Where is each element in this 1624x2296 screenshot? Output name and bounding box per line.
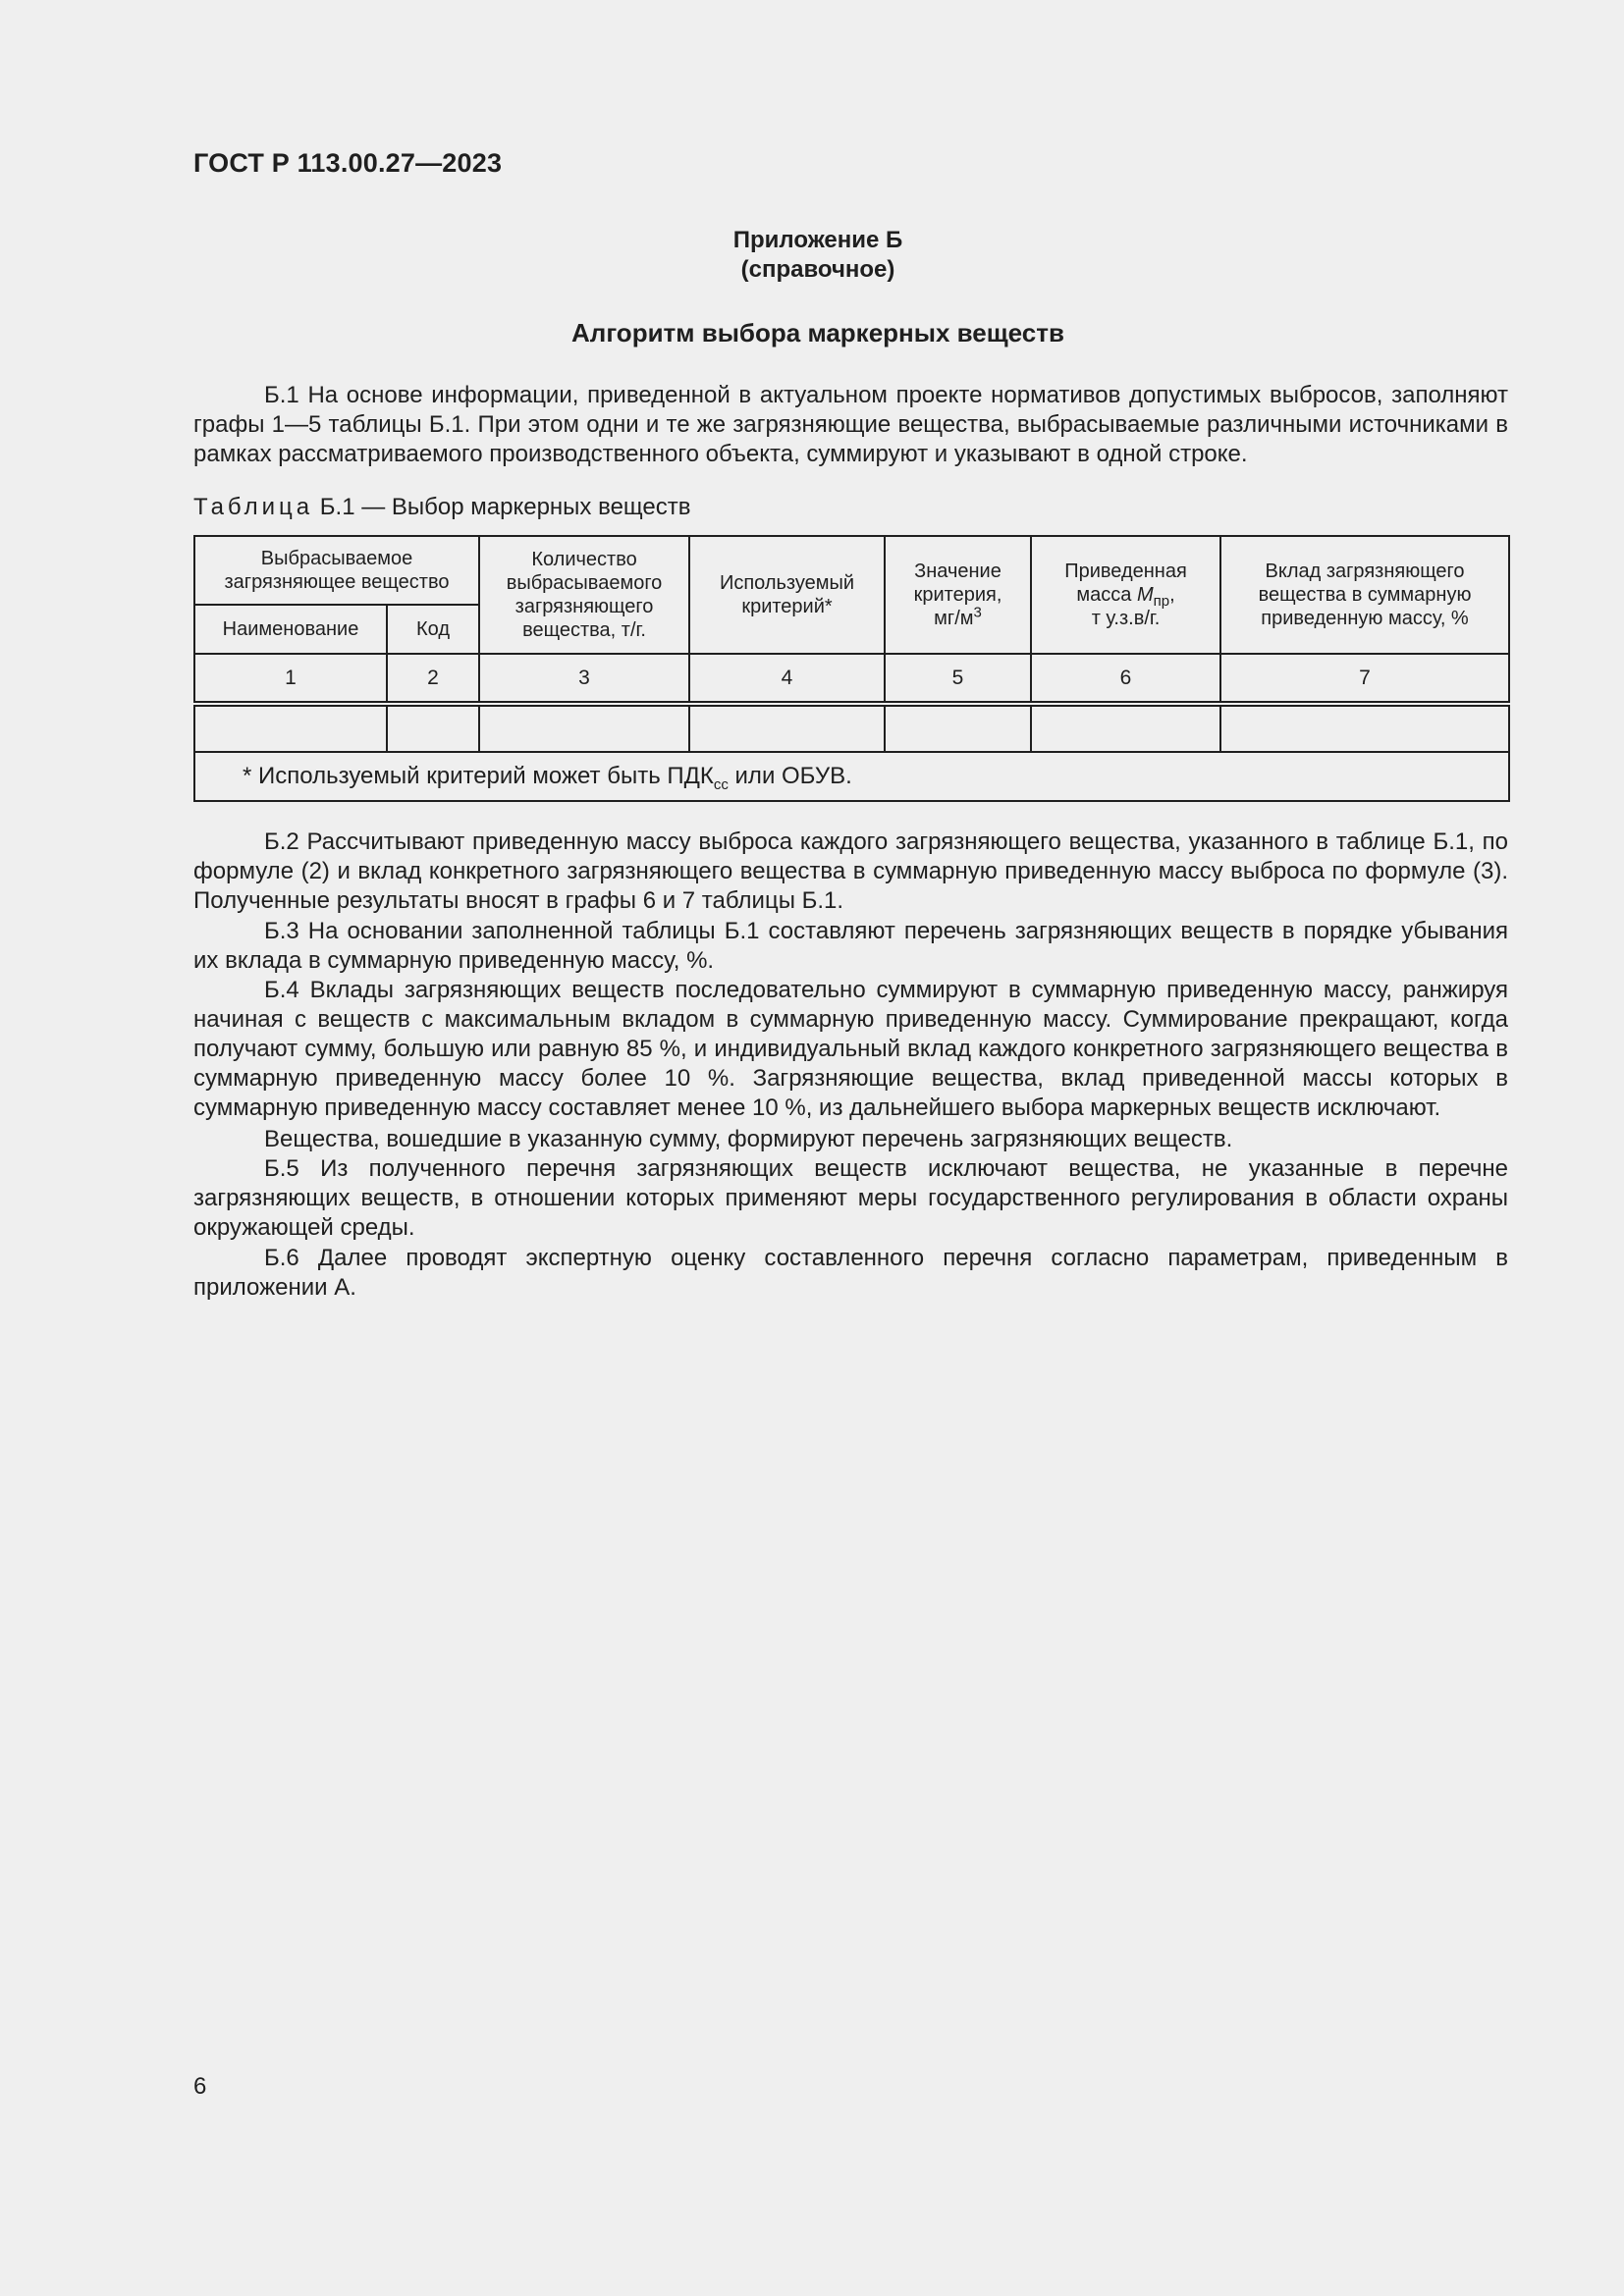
empty-cell — [479, 704, 689, 752]
header-criterion-value — [885, 536, 1031, 654]
column-number: 1 — [194, 654, 387, 704]
paragraph-b1: Б.1 На основе информации, приведенной в актуальном проекте нормативов допустимых выбросов, заполняют графы 1—5 таблицы Б.1. При этом одни и те же загрязняющие вещества, выбрасываемые различными источниками в рамках рассматриваемого производственного объекта, суммируют и указывают в одной строке. — [193, 382, 1508, 467]
paragraph-b3: Б.3 На основании заполненной таблицы Б.1 составляют перечень загрязняющих веществ в порядке убывания их вклада в суммарную приведенную массу, %. — [193, 918, 1508, 974]
header-code: Код — [387, 605, 479, 654]
header-reduced-mass-symbol: M — [1136, 584, 1154, 606]
paragraph-b5: Б.5 Из полученного перечня загрязняющих веществ исключают вещества, не указанные в перечне загрязняющих веществ, в отношении которых применяют меры государственного регулирования в области охраны окружающей среды. — [193, 1155, 1508, 1241]
header-criterion-unit: мг/м — [934, 608, 974, 629]
paragraph-b2: Б.2 Рассчитывают приведенную массу выброса каждого загрязняющего вещества, указанного в таблице Б.1, по формуле (2) и вклад конкретного загрязняющего вещества в суммарную приведенную массу выброса по формуле (3). Полученные результаты вносят в графы 6 и 7 таблицы Б.1. — [193, 828, 1508, 914]
empty-cell — [1220, 704, 1509, 752]
standard-designation: ГОСТ Р 113.00.27—2023 — [193, 148, 503, 178]
header-criterion-value-text: Значение критерия, — [913, 561, 1002, 606]
column-number: 3 — [479, 654, 689, 704]
empty-cell — [1031, 704, 1220, 752]
header-quantity: Количество выбрасываемого загрязняющего вещества, т/г. — [479, 536, 689, 654]
appendix-heading — [0, 226, 1624, 285]
table-empty-row — [194, 704, 1509, 752]
table-caption-label: Таблица — [193, 494, 314, 520]
paragraph-b4-cont: Вещества, вошедшие в указанную сумму, формируют перечень загрязняющих веществ. — [264, 1126, 1233, 1152]
header-criterion-unit-exp: 3 — [973, 604, 982, 621]
page-number: 6 — [193, 2073, 207, 2100]
header-reduced-mass-sub: пр — [1153, 593, 1170, 610]
header-reduced-mass-line2: масса — [1076, 584, 1132, 606]
appendix-title: Приложение Б — [732, 227, 903, 253]
header-emitted-substance: Выбрасываемое загрязняющее вещество — [194, 536, 479, 605]
empty-cell — [194, 704, 387, 752]
table-caption-text: Б.1 — Выбор маркерных веществ — [319, 494, 691, 520]
empty-cell — [689, 704, 885, 752]
paragraph-b4: Б.4 Вклады загрязняющих веществ последовательно суммируют в суммарную приведенную массу, ранжируя начиная с веществ с максимальным вкладом в суммарную приведенную массу. Суммирование прекращают, когда получают сумму, большую или равную 85 %, и индивидуальный вклад каждого конкретного загрязняющего вещества в суммарную приведенную массу более 10 %. Загрязняющие вещества, вклад приведенной массы которых в суммарную приведенную массу составляет менее 10 %, из дальнейшего выбора маркерных веществ исключают. — [193, 977, 1508, 1121]
footnote-text-end: или ОБУВ. — [728, 763, 852, 789]
footnote-text: * Используемый критерий может быть ПДК — [243, 763, 714, 789]
header-reduced-mass-line1: Приведенная — [1064, 561, 1187, 582]
appendix-kind: (справочное) — [740, 256, 895, 283]
header-reduced-mass-comma: , — [1169, 584, 1175, 606]
table-b1 — [193, 535, 1508, 802]
column-number: 4 — [689, 654, 885, 704]
column-number: 5 — [885, 654, 1031, 704]
column-number: 6 — [1031, 654, 1220, 704]
column-number: 7 — [1220, 654, 1509, 704]
column-number: 2 — [387, 654, 479, 704]
header-criterion: Используемый критерий* — [689, 536, 885, 654]
header-name: Наименование — [194, 605, 387, 654]
section-title: Алгоритм выбора маркерных веществ — [571, 318, 1064, 347]
empty-cell — [885, 704, 1031, 752]
column-numbers-row — [194, 654, 1509, 704]
header-reduced-mass — [1031, 536, 1220, 654]
table-footnote — [194, 752, 1509, 801]
empty-cell — [387, 704, 479, 752]
header-reduced-mass-unit: т у.з.в/г. — [1091, 608, 1161, 629]
header-contribution: Вклад загрязняющего вещества в суммарную приведенную массу, % — [1220, 536, 1509, 654]
table-caption — [193, 494, 690, 521]
footnote-sub: сс — [713, 775, 729, 793]
paragraph-b6: Б.6 Далее проводят экспертную оценку составленного перечня согласно параметрам, приведенным в приложении А. — [193, 1245, 1508, 1301]
